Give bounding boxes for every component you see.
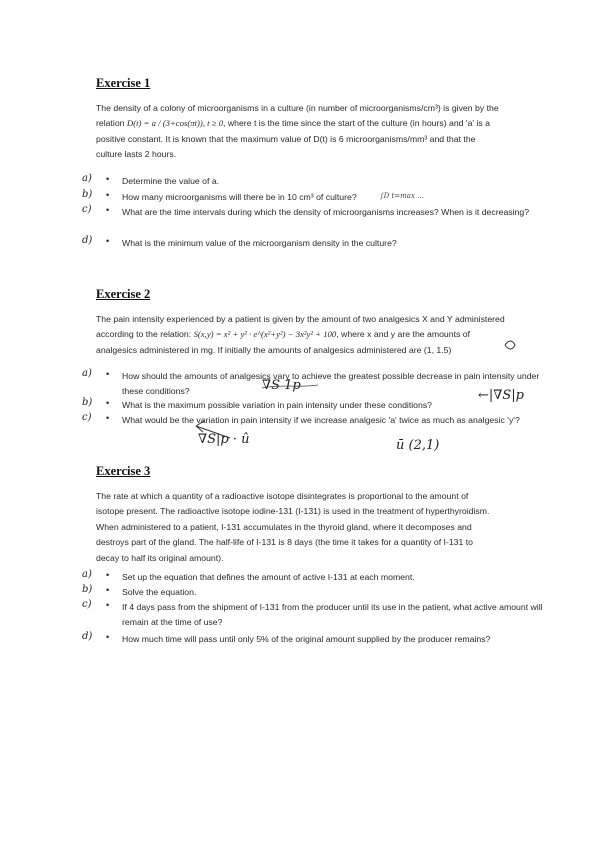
pen-arrow-2c — [196, 421, 230, 438]
item-text: How many microorganisms will there be in 10 cm³ of culture? — [122, 192, 357, 202]
item-letter: b) — [82, 189, 93, 200]
item-letter: c) — [82, 204, 92, 215]
exercise-1-line-4: culture lasts 2 hours. — [96, 149, 177, 160]
exercise-3-title: Exercise 3 — [96, 464, 151, 478]
item-letter: a) — [82, 569, 92, 580]
item-letter: b) — [82, 397, 93, 408]
item-letter: d) — [82, 235, 93, 246]
item-text: Solve the equation. — [122, 587, 197, 597]
handwritten-note-2c-gradient: ∇S|p · û — [198, 432, 250, 447]
item-text: How should the amounts of analgesics vary to achieve the greatest possible decrease in pain intensity under these conditions? — [122, 371, 540, 396]
exercise-2-line-3: analgesics administered in mg. If initially the amounts of analgesics administered are (1, 1.5) — [96, 344, 452, 355]
exercise-2-line-1: The pain intensity experienced by a patient is given by the amount of two analgesics X and Y administered — [96, 314, 505, 324]
handwritten-note-1b: ∫D t=max ... — [380, 192, 424, 200]
pain-formula: S(x,y) = x² + y² · e^(x²+y²) − 3x²y² + 100 — [193, 329, 337, 340]
pen-mark-2-initial — [505, 341, 515, 349]
bullet-icon: • — [106, 205, 110, 215]
item-letter: c) — [82, 412, 92, 423]
exercise-1-line-2: relation D(t) = a / (3+cos(πt)), t ≥ 0, where t is the time since the start of the culture (in hours) and 'a' is a — [96, 118, 491, 129]
item-letter: a) — [82, 173, 92, 184]
bullet-icon: • — [106, 585, 110, 595]
bullet-icon: • — [106, 236, 110, 246]
pen-underline-2a — [262, 385, 318, 388]
exercise-3-line-2: isotope present. The radioactive isotope iodine-131 (I-131) is used in the treatment of hyperthyroidism. — [96, 506, 490, 517]
bullet-icon: • — [106, 190, 110, 200]
item-text: Set up the equation that defines the amount of active I-131 at each moment. — [122, 572, 415, 582]
bullet-icon: • — [106, 369, 110, 379]
exercise-1-title: Exercise 1 — [96, 76, 151, 90]
bullet-icon: • — [106, 174, 110, 184]
item-text: What is the maximum possible variation in pain intensity under these conditions? — [122, 400, 433, 410]
exercise-1-line-1: The density of a colony of microorganisms in a culture (in number of microorganisms/cm³) is given by the — [96, 103, 499, 113]
exercise-2-line-2: according to the relation: S(x,y) = x² + y² · e^(x²+y²) − 3x²y² + 100, where x and y are the amounts of — [96, 329, 470, 340]
bullet-icon: • — [106, 600, 110, 610]
density-formula: D(t) = a / (3+cos(πt)), t ≥ 0 — [126, 118, 224, 129]
handwritten-note-2a: ∇S 1p — [262, 378, 301, 393]
item-text: What would be the variation in pain intensity if we increase analgesic 'a' twice as much as analgesic 'y'? — [122, 415, 520, 425]
exercise-3-line-1: The rate at which a quantity of a radioactive isotope disintegrates is proportional to the amount of — [96, 491, 469, 501]
handwritten-note-2b: ←|∇S|p — [478, 388, 524, 403]
bullet-icon: • — [106, 632, 110, 642]
item-text: What is the minimum value of the microorganism density in the culture? — [122, 238, 397, 248]
item-text: Determine the value of a. — [122, 176, 220, 186]
item-text: How much time will pass until only 5% of the original amount supplied by the producer remains? — [122, 634, 491, 644]
bullet-icon: • — [106, 570, 110, 580]
exercise-1-line-3: positive constant. It is known that the maximum value of D(t) is 6 microorganisms/mm³ and that the — [96, 133, 476, 144]
exercise-3-line-4: destroys part of the gland. The half-life of I-131 is 8 days (the time it takes for a quantity of I-131 to — [96, 537, 473, 548]
item-letter: a) — [82, 368, 92, 379]
handwritten-note-2c-vector: ū (2,1) — [396, 438, 440, 453]
item-letter: d) — [82, 631, 93, 642]
bullet-icon: • — [106, 413, 110, 423]
exercise-3-line-3: When administered to a patient, I-131 accumulates in the thyroid gland, where it decomposes and — [96, 521, 472, 532]
item-text: If 4 days pass from the shipment of I-131 from the producer until its use in the patient, what active amount will remain at the time of use? — [122, 602, 543, 627]
exercise-3-line-5: decay to half its original amount). — [96, 552, 224, 563]
bullet-icon: • — [106, 398, 110, 408]
item-text: What are the time intervals during which the density of microorganisms increases? When is it decreasing? — [122, 207, 530, 217]
item-letter: b) — [82, 584, 93, 595]
item-letter: c) — [82, 599, 92, 610]
exercise-2-title: Exercise 2 — [96, 287, 151, 301]
